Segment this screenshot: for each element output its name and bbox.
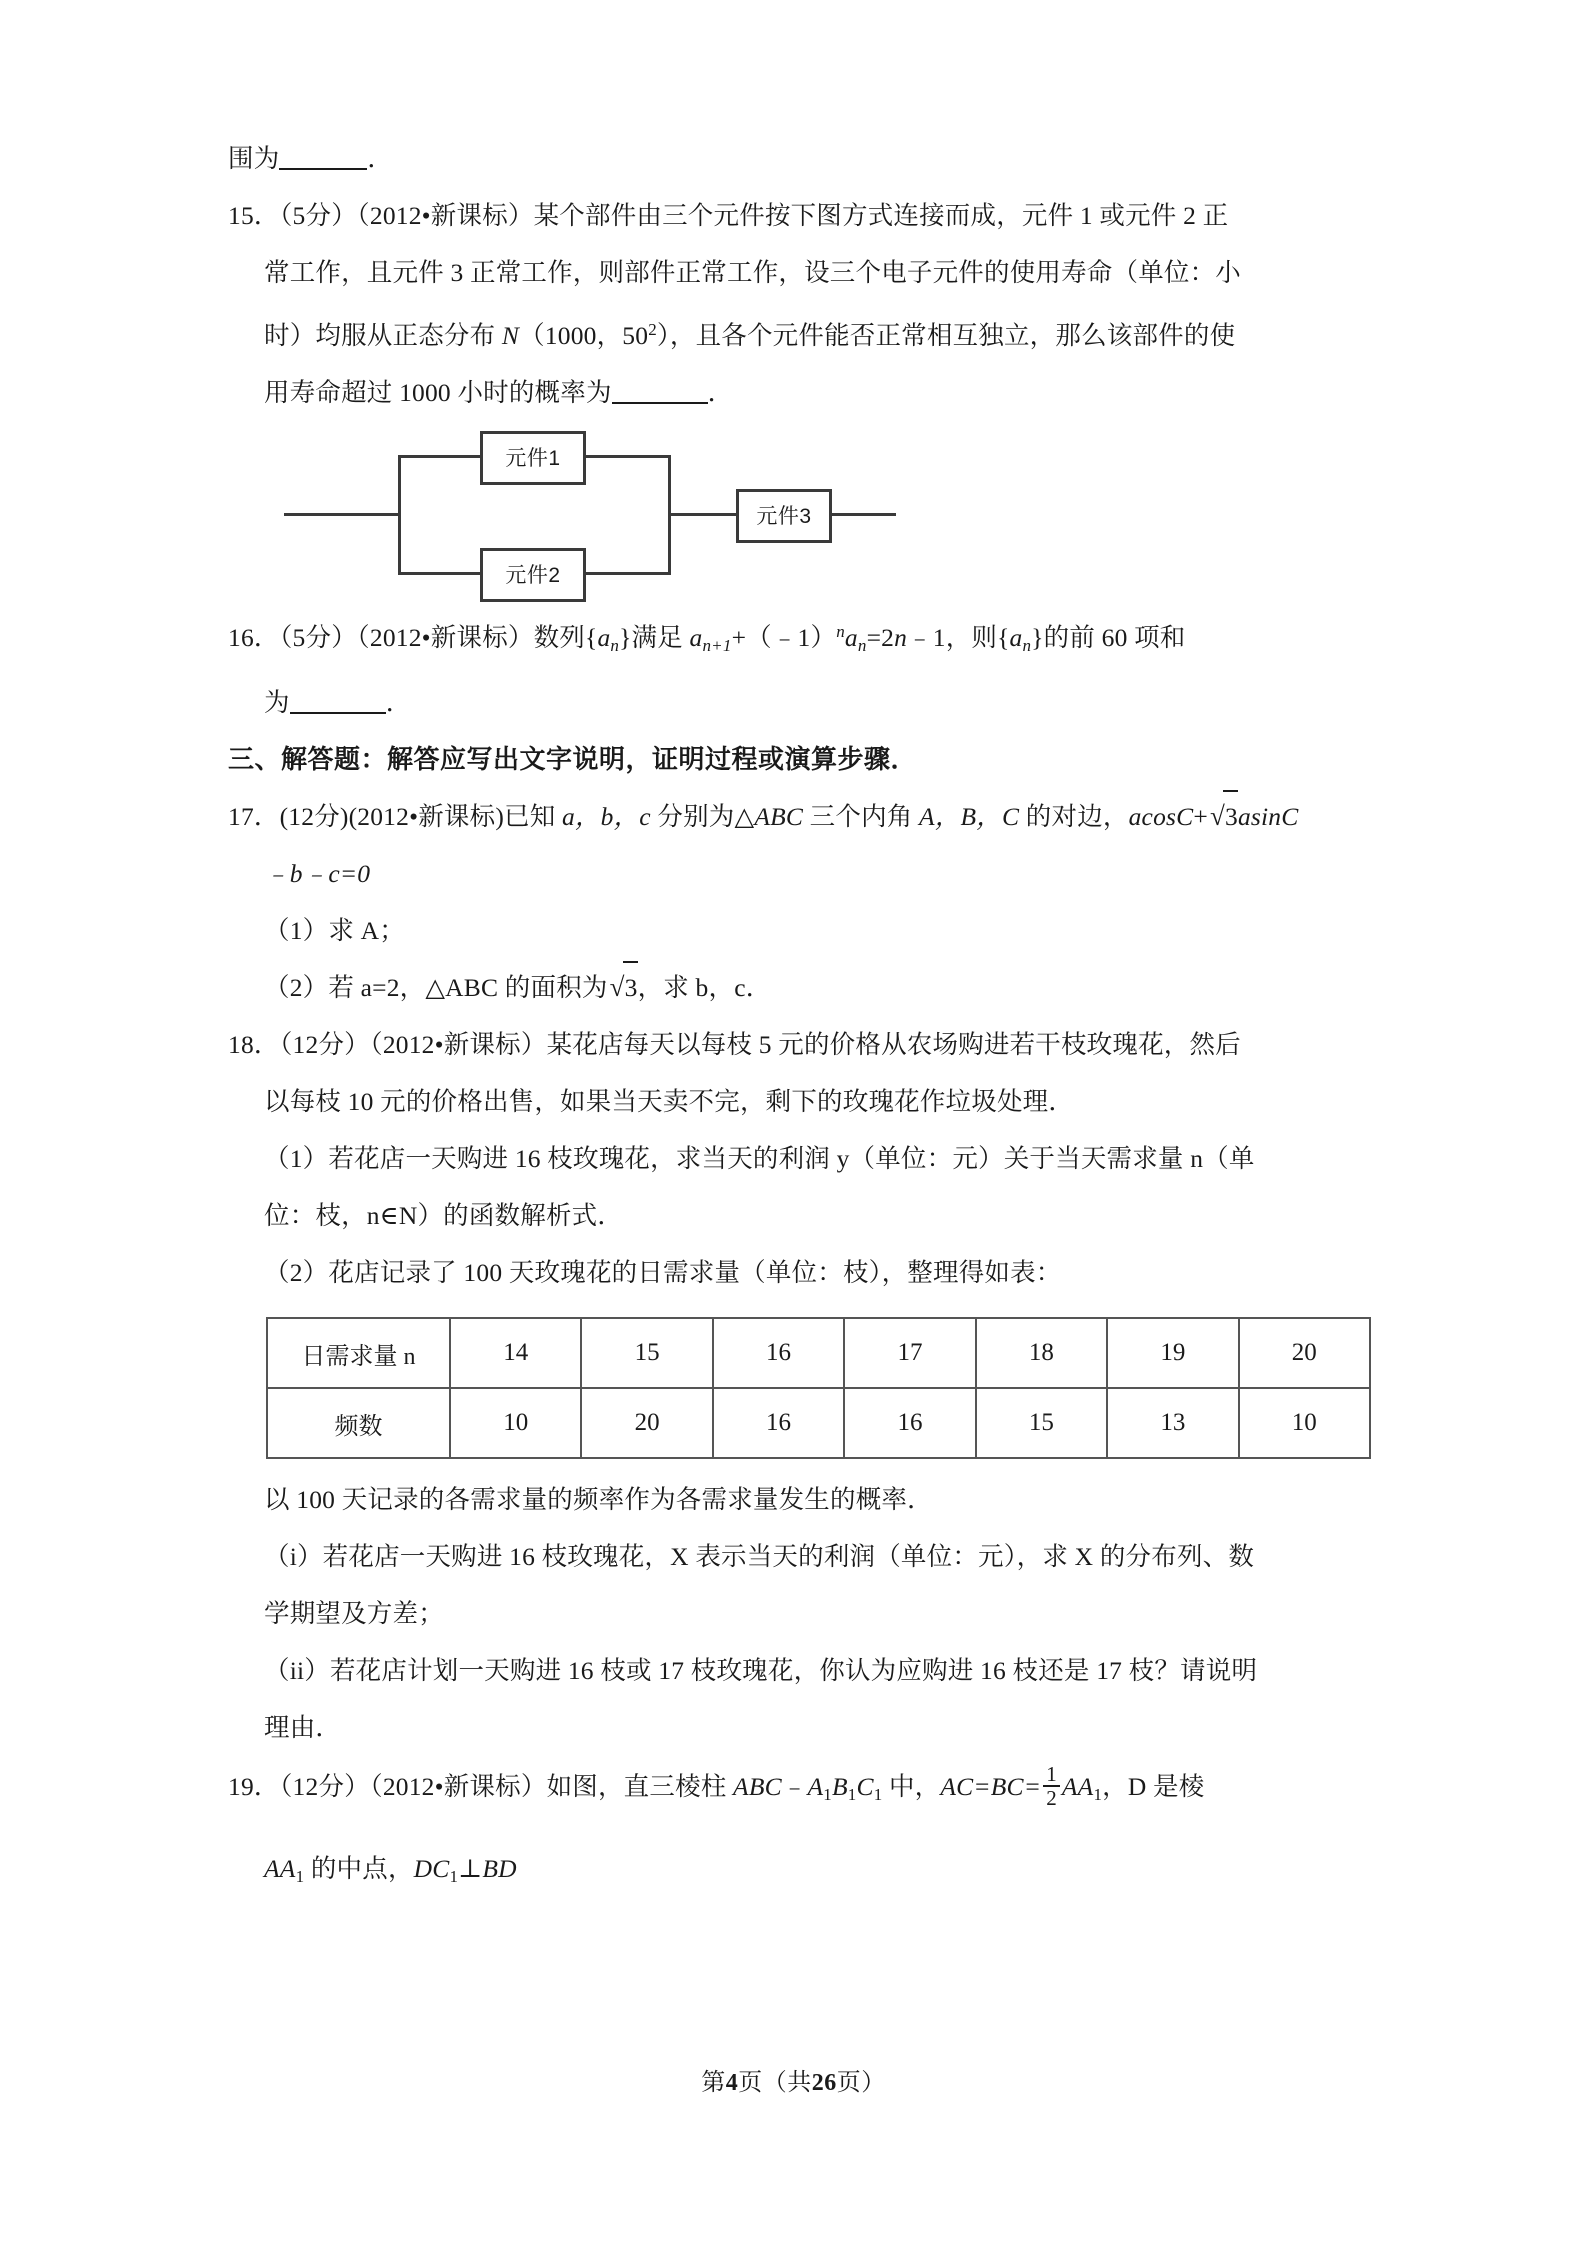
q19-eq-tail-sub: 1 xyxy=(1093,1785,1103,1804)
q18-sub-ii-line-1 xyxy=(228,1642,1443,1699)
q15-text-3b: （1000，50 xyxy=(519,321,649,350)
q19-prism-b1: B xyxy=(832,1772,848,1801)
q18-sub-ii-text-1: （ii）若花店计划一天购进 16 枝或 17 枝玫瑰花，你认为应购进 16 枝还是 17 枝？请说明 xyxy=(264,1656,1258,1685)
q17-sub-2 xyxy=(228,959,1443,1016)
component-box-2: 元件2 xyxy=(480,548,586,602)
q17-source: (2012•新课标) xyxy=(348,802,505,831)
demand-cell-2: 16 xyxy=(713,1318,844,1388)
question-18-continued xyxy=(228,1471,1443,1756)
q18-sub-ii-text-2: 理由． xyxy=(264,1713,342,1742)
q19-eq-tail: AA xyxy=(1061,1772,1094,1801)
carryover-text-before: 围为 xyxy=(228,144,280,173)
q18-after-table-text: 以 100 天记录的各需求量的频率作为各需求量发生的概率． xyxy=(264,1485,933,1514)
q17-radicand: 3 xyxy=(1224,802,1238,831)
component-box-3: 元件3 xyxy=(736,489,832,543)
q16-text-c: +（﹣1） xyxy=(731,623,837,652)
q18-sub1-text-1: （1）若花店一天购进 16 枝玫瑰花，求当天的利润 y（单位：元）关于当天需求量 n（单 xyxy=(264,1144,1255,1173)
q16-term-b: a xyxy=(844,623,858,652)
question-16 xyxy=(228,603,1443,731)
carryover-line xyxy=(228,130,1443,187)
q16-text-e: ﹣1，则{ xyxy=(907,623,1010,652)
frequency-cell-6: 10 xyxy=(1239,1388,1370,1458)
question-19 xyxy=(228,1756,1443,1905)
q19-marks: （12分） xyxy=(279,1772,370,1801)
q16-term-b-sub: n xyxy=(857,636,867,655)
q17-text-b: 分别为△ xyxy=(650,802,755,831)
wire-middle-lead xyxy=(668,513,736,516)
footer-page-number: 4 xyxy=(725,2070,739,2096)
q16-line-1 xyxy=(228,603,1443,674)
q19-text-b: 中， xyxy=(882,1772,941,1801)
q18-marks: （12分） xyxy=(279,1030,370,1059)
question-15 xyxy=(228,187,1443,421)
q18-sub2-intro-text: （2）花店记录了 100 天玫瑰花的日需求量（单位：枝），整理得如表： xyxy=(264,1258,1062,1287)
q16-seq-a: a xyxy=(597,623,611,652)
answer-blank[interactable] xyxy=(279,168,367,170)
q17-sub2-b: ，求 b，c． xyxy=(637,973,772,1002)
q17-plus: + xyxy=(1193,802,1208,831)
q15-exponent: 2 xyxy=(648,320,657,339)
q15-text-2: 常工作，且元件 3 正常工作，则部件正常工作，设三个电子元件的使用寿命（单位：小 xyxy=(264,258,1242,287)
q15-source: （2012•新课标） xyxy=(356,201,534,230)
footer-prefix: 第 xyxy=(701,2070,726,2096)
q19-number: 19． xyxy=(228,1772,280,1801)
q18-sub1-line-1 xyxy=(228,1130,1443,1187)
q15-line-1 xyxy=(228,187,1443,244)
q19-dash: ﹣ xyxy=(781,1772,808,1801)
q15-text-1: 某个部件由三个元件按下图方式连接而成，元件 1 或元件 2 正 xyxy=(533,201,1229,230)
q15-text-3c: ），且各个元件能否正常相互独立，那么该部件的使 xyxy=(656,321,1236,350)
q19-prism-b1-sub: 1 xyxy=(847,1785,857,1804)
q18-line-2 xyxy=(228,1073,1443,1130)
q17-expr-2: asinC xyxy=(1237,802,1299,831)
page-content xyxy=(228,130,1443,1905)
q15-number: 15． xyxy=(228,201,280,230)
q16-line2-b: ． xyxy=(385,688,412,717)
demand-cell-5: 19 xyxy=(1107,1318,1238,1388)
q17-number: 17． xyxy=(228,802,280,831)
frequency-cell-0: 10 xyxy=(450,1388,581,1458)
frequency-cell-5: 13 xyxy=(1107,1388,1238,1458)
circuit-diagram xyxy=(284,425,984,603)
q17-vars: a，b，c xyxy=(562,802,651,831)
demand-frequency-table xyxy=(266,1317,1371,1459)
q18-sub-i-text-2: 学期望及方差； xyxy=(264,1599,444,1628)
q16-answer-blank[interactable] xyxy=(290,712,386,714)
q18-after-table xyxy=(228,1471,1443,1528)
demand-cell-4: 18 xyxy=(976,1318,1107,1388)
q16-text-b: }满足 xyxy=(619,623,690,652)
q15-marks: （5分） xyxy=(279,201,357,230)
wire-bottom-left xyxy=(398,572,480,575)
frequency-cell-3: 16 xyxy=(844,1388,975,1458)
footer-middle: 页（共 xyxy=(738,2070,812,2096)
q18-sub1-line-2 xyxy=(228,1187,1443,1244)
q19-perp-icon: ⊥ xyxy=(458,1854,483,1883)
q18-text-2: 以每枝 10 元的价格出售，如果当天卖不完，剩下的玫瑰花作垃圾处理． xyxy=(264,1087,1075,1116)
q19-text-c: ，D 是棱 xyxy=(1102,1772,1205,1801)
q16-source: （2012•新课标） xyxy=(356,623,534,652)
radical-bar xyxy=(1223,790,1238,792)
q19-equation: AC=BC= xyxy=(940,1772,1042,1801)
section-3-header: 三、解答题：解答应写出文字说明，证明过程或演算步骤． xyxy=(228,745,918,774)
q16-seq-c-sub: n xyxy=(1022,636,1032,655)
footer-total-pages: 26 xyxy=(811,2070,837,2096)
q18-sub2-intro xyxy=(228,1244,1443,1301)
wire-top-right xyxy=(580,455,670,458)
wire-left-lead xyxy=(284,513,400,516)
q16-text-f: }的前 60 项和 xyxy=(1031,623,1186,652)
fraction-denominator: 2 xyxy=(1043,1785,1060,1809)
radical-sign-icon: √ xyxy=(1209,801,1225,831)
q16-var-n: n xyxy=(894,623,908,652)
question-18 xyxy=(228,1016,1443,1301)
component-box-1: 元件1 xyxy=(480,431,586,485)
table-row-frequency xyxy=(267,1388,1370,1458)
q15-answer-blank[interactable] xyxy=(612,402,708,404)
frequency-cell-2: 16 xyxy=(713,1388,844,1458)
q17-triangle-label: ABC xyxy=(754,802,804,831)
q18-text-1: 某花店每天以每枝 5 元的价格从农场购进若干枝玫瑰花，然后 xyxy=(546,1030,1241,1059)
frequency-cell-1: 20 xyxy=(581,1388,712,1458)
q18-sub-i-line-2 xyxy=(228,1585,1443,1642)
q17-sub2-a: （2）若 a=2，△ABC 的面积为 xyxy=(264,973,608,1002)
q18-sub-i-text-1: （i）若花店一天购进 16 枝玫瑰花，X 表示当天的利润（单位：元），求 X 的分布列、数 xyxy=(264,1542,1255,1571)
q15-text-4b: ． xyxy=(707,378,734,407)
q16-text-a: 数列{ xyxy=(533,623,598,652)
q19-line-2 xyxy=(228,1840,1443,1905)
question-17 xyxy=(228,788,1443,1016)
q16-seq-sub: n xyxy=(610,636,620,655)
q19-edge-aa1: AA xyxy=(264,1854,296,1883)
row-header-frequency: 频数 xyxy=(267,1388,450,1458)
q16-text-d: =2 xyxy=(866,623,895,652)
q17-sub-1 xyxy=(228,902,1443,959)
page-footer xyxy=(0,2062,1587,2097)
q17-text-d: 的对边， xyxy=(1019,802,1129,831)
q18-line-1 xyxy=(228,1016,1443,1073)
q17-sub2-radical xyxy=(608,959,638,1016)
q16-exp-n: n xyxy=(836,622,845,641)
q16-line-2 xyxy=(228,674,1443,731)
q17-line-1 xyxy=(228,788,1443,845)
q19-prism-a1: A xyxy=(807,1772,824,1801)
q16-term-sub: n+1 xyxy=(702,636,732,655)
wire-left-bus xyxy=(398,455,401,575)
wire-bottom-right xyxy=(580,572,670,575)
q16-seq-c: a xyxy=(1009,623,1023,652)
q19-seg-dc1: DC xyxy=(413,1854,450,1883)
radical-bar xyxy=(623,961,638,963)
demand-cell-6: 20 xyxy=(1239,1318,1370,1388)
q16-marks: （5分） xyxy=(279,623,357,652)
q16-term-a: a xyxy=(689,623,703,652)
q19-text-midpoint: 的中点， xyxy=(304,1854,414,1883)
q19-source: （2012•新课标） xyxy=(369,1772,547,1801)
q18-sub-i-line-1 xyxy=(228,1528,1443,1585)
q15-line-3 xyxy=(228,301,1443,364)
q15-normal-symbol: N xyxy=(501,321,520,350)
q17-sub2-radicand: 3 xyxy=(624,973,638,1002)
q18-sub-ii-line-2 xyxy=(228,1699,1443,1756)
frequency-cell-4: 15 xyxy=(976,1388,1107,1458)
q17-marks: (12分) xyxy=(279,802,349,831)
q15-text-4a: 用寿命超过 1000 小时的概率为 xyxy=(264,378,612,407)
q18-source: （2012•新课标） xyxy=(369,1030,547,1059)
q17-equation: ﹣b﹣c=0 xyxy=(264,859,371,888)
table-row-demand xyxy=(267,1318,1370,1388)
q19-seg-bd: BD xyxy=(482,1854,517,1883)
demand-cell-0: 14 xyxy=(450,1318,581,1388)
q18-sub1-text-2: 位：枝，n∈N）的函数解析式． xyxy=(264,1201,624,1230)
q16-number: 16． xyxy=(228,623,280,652)
q19-text-a: 如图，直三棱柱 xyxy=(546,1772,734,1801)
q19-prism-abc: ABC xyxy=(733,1772,782,1801)
demand-cell-1: 15 xyxy=(581,1318,712,1388)
q19-fraction-one-half xyxy=(1043,1763,1060,1809)
wire-right-lead xyxy=(824,513,896,516)
carryover-text-after: ． xyxy=(367,144,394,173)
q17-sub1-text: （1）求 A； xyxy=(264,916,405,945)
q17-text-c: 三个内角 xyxy=(803,802,920,831)
fraction-numerator: 1 xyxy=(1046,1761,1057,1786)
q15-text-3a: 时）均服从正态分布 xyxy=(264,321,502,350)
q18-number: 18． xyxy=(228,1030,280,1059)
q19-seg-dc1-sub: 1 xyxy=(449,1867,459,1886)
footer-suffix: 页） xyxy=(836,2070,886,2096)
wire-top-left xyxy=(398,455,480,458)
q17-angles: A，B，C xyxy=(919,802,1020,831)
q17-radical xyxy=(1208,788,1238,845)
q15-line-4 xyxy=(228,364,1443,421)
q19-prism-c1-sub: 1 xyxy=(873,1785,883,1804)
q17-text-a: 已知 xyxy=(504,802,562,831)
q16-line2-a: 为 xyxy=(264,688,290,717)
q19-edge-aa1-sub: 1 xyxy=(295,1867,305,1886)
demand-cell-3: 17 xyxy=(844,1318,975,1388)
q19-prism-c1: C xyxy=(856,1772,874,1801)
q19-line-1 xyxy=(228,1756,1443,1826)
radical-sign-icon: √ xyxy=(609,972,625,1002)
q17-line-2 xyxy=(228,845,1443,902)
q19-prism-a1-sub: 1 xyxy=(823,1785,832,1804)
q17-expr-1: acosC xyxy=(1128,802,1194,831)
row-header-demand: 日需求量 n xyxy=(267,1318,450,1388)
q15-line-2 xyxy=(228,244,1443,301)
